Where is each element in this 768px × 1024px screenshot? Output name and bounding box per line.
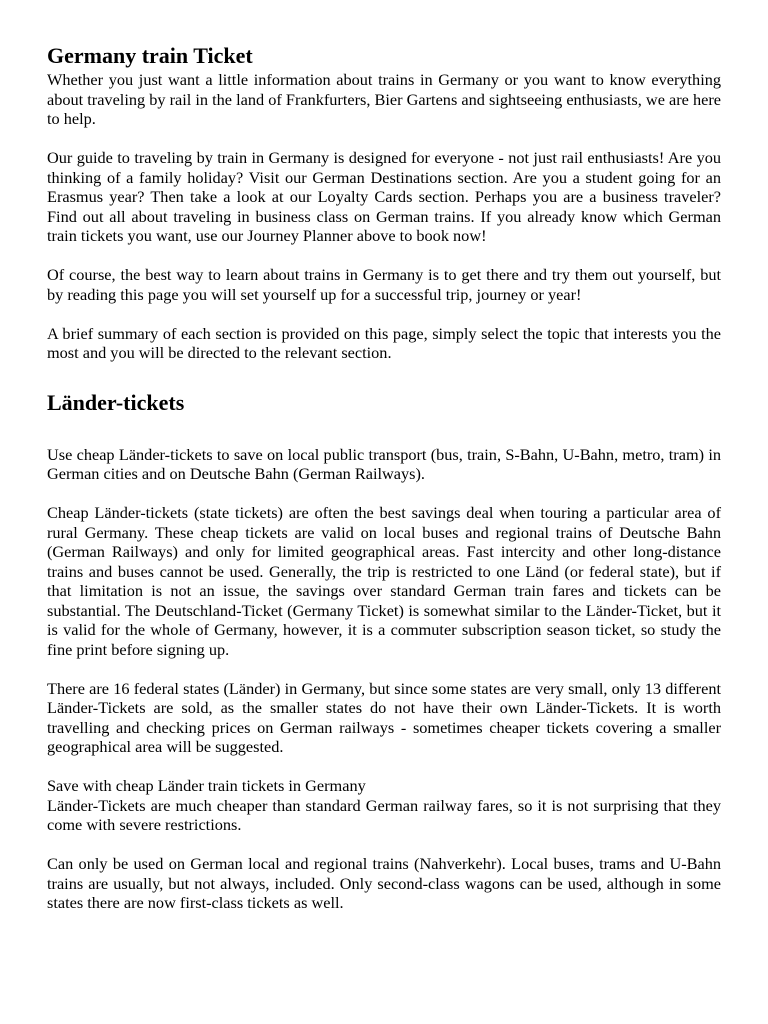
section-paragraph-2: Cheap Länder-tickets (state tickets) are often the best savings deal when touring a particular area of rural Germany. These cheap tickets are valid on local buses and regional trains of Deutsche Bahn (German Railways) and only for limited geographical areas. Fast intercity and other long-distance trains and buses cannot be used. Generally, the trip is restricted to one Länd (or federal state), but if that limitation is not an issue, the savings over standard German train fares and tickets can be substantial. The Deutschland-Ticket (Germany Ticket) is somewhat similar to the Länder-Ticket, but it is valid for the whole of Germany, however, it is a commuter subscription season ticket, so study the fine print before signing up. [47, 503, 721, 659]
intro-paragraph-4: A brief summary of each section is provided on this page, simply select the topic that interests you the most and you will be directed to the relevant section. [47, 323, 721, 362]
page-title: Germany train Ticket [47, 43, 253, 68]
section-subheading: Save with cheap Länder train tickets in Germany [47, 776, 366, 795]
section-paragraph-1: Use cheap Länder-tickets to save on local public transport (bus, train, S-Bahn, U-Bahn, metro, tram) in German cities and on Deutsche Bahn (German Railways). [47, 444, 721, 483]
intro-paragraph-1: Whether you just want a little information about trains in Germany or you want to know everything about traveling by rail in the land of Frankfurters, Bier Gartens and sightseeing enthusiasts, we are here to help. [47, 70, 721, 128]
sub-paragraph-2: Can only be used on German local and regional trains (Nahverkehr). Local buses, trams and U-Bahn trains are usually, but not always, included. Only second-class wagons can be used, although in some states there are now first-class tickets as well. [47, 854, 721, 912]
intro-paragraph-3: Of course, the best way to learn about trains in Germany is to get there and try them out yourself, but by reading this page you will set yourself up for a successful trip, journey or year! [47, 265, 721, 304]
section-heading: Länder-tickets [47, 389, 185, 415]
sub-paragraph-1: Länder-Tickets are much cheaper than standard German railway fares, so it is not surprising that they come with severe restrictions. [47, 795, 721, 834]
intro-paragraph-2: Our guide to traveling by train in Germany is designed for everyone - not just rail enthusiasts! Are you thinking of a family holiday? Visit our German Destinations section. Are you a student going for an Erasmus year? Then take a look at our Loyalty Cards section. Perhaps you are a business traveler? Find out all about traveling in business class on German trains. If you already know which German train tickets you want, use our Journey Planner above to book now! [47, 148, 721, 245]
section-paragraph-3: There are 16 federal states (Länder) in Germany, but since some states are very small, only 13 different Länder-Tickets are sold, as the smaller states do not have their own Länder-Tickets. It is worth travelling and checking prices on German railways - sometimes cheaper tickets covering a smaller geographical area will be suggested. [47, 678, 721, 756]
